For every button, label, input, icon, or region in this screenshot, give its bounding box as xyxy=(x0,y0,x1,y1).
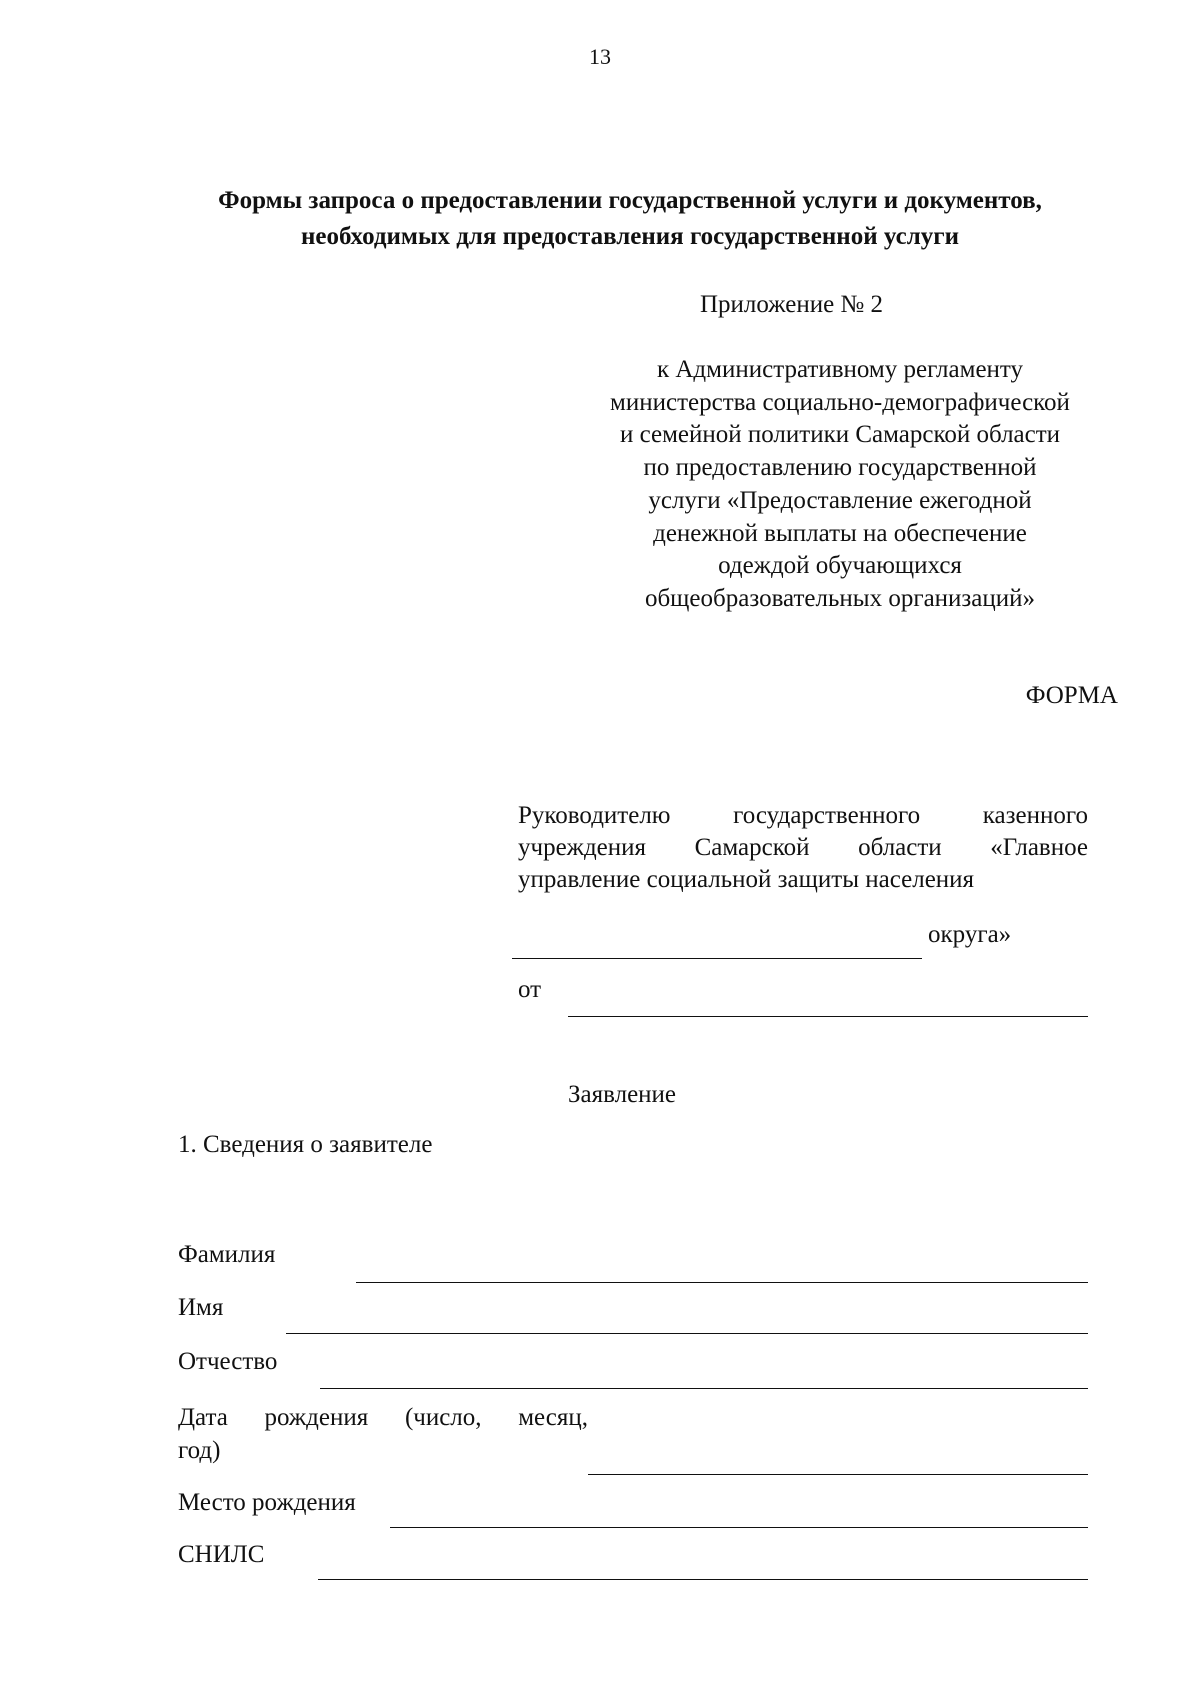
appendix-line: услуги «Предоставление ежегодной xyxy=(648,486,1032,514)
appendix-line: министерства социально-демографической xyxy=(610,388,1070,416)
statement-title: Заявление xyxy=(568,1081,677,1108)
snils-field[interactable] xyxy=(318,1579,1088,1580)
appendix-line: и семейной политики Самарской области xyxy=(619,421,1061,449)
addressee-line: Руководителю государственного казенного xyxy=(518,802,1088,829)
appendix-line: общеобразовательных организаций» xyxy=(644,584,1036,612)
page-number: 13 xyxy=(589,44,611,69)
snils-label: СНИЛС xyxy=(178,1541,265,1568)
section-heading: 1. Сведения о заявителе xyxy=(178,1131,433,1158)
document-title-line-1: Формы запроса о предоставлении государственной услуги и документов, xyxy=(218,187,1042,214)
addressee-line: учреждения Самарской области «Главное xyxy=(518,834,1088,861)
form-label: ФОРМА xyxy=(1025,682,1118,709)
birth-place-label: Место рождения xyxy=(178,1489,356,1516)
document-title-line-2: необходимых для предоставления государственной услуги xyxy=(301,223,959,250)
surname-field[interactable] xyxy=(356,1282,1088,1283)
name-label: Имя xyxy=(178,1294,224,1321)
appendix-line: одеждой обучающихся xyxy=(718,552,962,580)
district-suffix: округа» xyxy=(928,921,1012,948)
appendix-line: денежной выплаты на обеспечение xyxy=(653,519,1027,547)
from-blank-line[interactable] xyxy=(568,1016,1088,1017)
name-field[interactable] xyxy=(286,1333,1088,1334)
birth-date-label xyxy=(178,1401,588,1467)
document-title xyxy=(150,183,1110,255)
addressee-line: управление социальной защиты населения xyxy=(518,866,975,893)
birth-date-label-line-2: год) xyxy=(178,1437,221,1464)
district-blank-line[interactable] xyxy=(512,958,922,959)
surname-label: Фамилия xyxy=(178,1241,276,1268)
patronymic-label: Отчество xyxy=(178,1348,278,1375)
birth-place-field[interactable] xyxy=(390,1527,1088,1528)
birth-date-label-line-1: Дата рождения (число, месяц, xyxy=(178,1404,588,1431)
birth-date-field[interactable] xyxy=(588,1474,1088,1475)
appendix-number: Приложение № 2 xyxy=(700,291,884,318)
addressee-block xyxy=(518,800,1088,896)
appendix-reference xyxy=(560,354,1120,616)
patronymic-field[interactable] xyxy=(320,1388,1088,1389)
appendix-line: к Административному регламенту xyxy=(656,356,1024,383)
from-label: от xyxy=(518,976,542,1003)
appendix-line: по предоставлению государственной xyxy=(643,454,1037,482)
